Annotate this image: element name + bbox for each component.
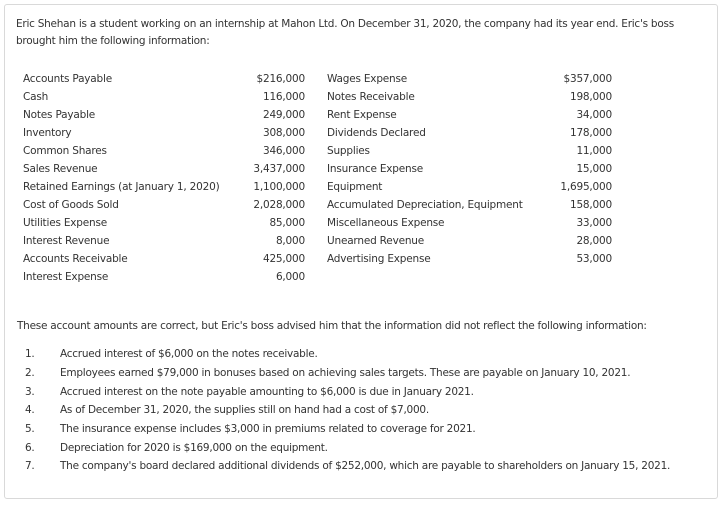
left-account-name: Common Shares xyxy=(23,145,107,157)
item-number: 1. xyxy=(25,348,35,360)
right-account-name: Notes Receivable xyxy=(327,91,415,103)
left-account-name: Utilities Expense xyxy=(23,217,108,229)
left-account-value: 3,437,000 xyxy=(253,163,305,175)
item-text: The company's board declared additional dividends of $252,000, which are payable to shareholders on January 15, 2021. xyxy=(60,460,671,472)
item-number: 7. xyxy=(25,460,35,472)
item-text: Accrued interest on the note payable amounting to $6,000 is due in January 2021. xyxy=(60,386,474,398)
left-account-value: 116,000 xyxy=(262,91,305,103)
left-account-name: Retained Earnings (at January 1, 2020) xyxy=(23,181,220,193)
left-account-value: $216,000 xyxy=(256,73,305,85)
right-account-value: 28,000 xyxy=(576,235,612,247)
right-account-value: 1,695,000 xyxy=(560,181,612,193)
right-account-value: 15,000 xyxy=(576,163,612,175)
right-account-name: Equipment xyxy=(327,181,383,193)
left-account-name: Cost of Goods Sold xyxy=(23,199,119,211)
right-account-name: Accumulated Depreciation, Equipment xyxy=(327,199,523,211)
left-account-name: Interest Revenue xyxy=(23,235,110,247)
left-account-value: 2,028,000 xyxy=(253,199,305,211)
left-account-name: Sales Revenue xyxy=(23,163,98,175)
right-account-value: 53,000 xyxy=(576,253,612,265)
adjustments-note: These account amounts are correct, but Eric's boss advised him that the information did not reflect the following information: xyxy=(17,320,647,332)
right-account-name: Miscellaneous Expense xyxy=(327,217,445,229)
left-account-name: Cash xyxy=(23,91,49,103)
item-text: As of December 31, 2020, the supplies still on hand had a cost of $7,000. xyxy=(60,404,429,416)
right-account-value: 158,000 xyxy=(569,199,612,211)
right-account-name: Supplies xyxy=(327,145,370,157)
left-account-value: 308,000 xyxy=(262,127,305,139)
item-number: 5. xyxy=(25,423,35,435)
left-account-name: Accounts Payable xyxy=(23,73,112,85)
left-account-value: 346,000 xyxy=(262,145,305,157)
item-text: Employees earned $79,000 in bonuses based on achieving sales targets. These are payable on January 10, 2021. xyxy=(60,367,631,379)
right-account-name: Rent Expense xyxy=(327,109,397,121)
right-account-name: Wages Expense xyxy=(327,73,408,85)
item-text: The insurance expense includes $3,000 in premiums related to coverage for 2021. xyxy=(60,423,476,435)
left-account-value: 1,100,000 xyxy=(253,181,305,193)
left-account-value: 6,000 xyxy=(275,271,305,283)
left-account-name: Interest Expense xyxy=(23,271,109,283)
right-account-name: Dividends Declared xyxy=(327,127,426,139)
item-number: 4. xyxy=(25,404,35,416)
item-number: 3. xyxy=(25,386,35,398)
left-account-value: 425,000 xyxy=(262,253,305,265)
right-account-value: 33,000 xyxy=(576,217,612,229)
left-account-name: Accounts Receivable xyxy=(23,253,128,265)
right-account-value: $357,000 xyxy=(563,73,612,85)
right-account-value: 34,000 xyxy=(576,109,612,121)
right-account-value: 178,000 xyxy=(569,127,612,139)
left-account-value: 85,000 xyxy=(269,217,305,229)
right-account-name: Unearned Revenue xyxy=(327,235,425,247)
left-account-name: Inventory xyxy=(23,127,72,139)
question-card xyxy=(4,4,718,499)
intro-text: Eric Shehan is a student working on an internship at Mahon Ltd. On December 31, 2020, the company had its year end. Eric's boss brought him the following information: xyxy=(16,18,674,47)
item-number: 6. xyxy=(25,442,35,454)
left-account-name: Notes Payable xyxy=(23,109,96,121)
item-number: 2. xyxy=(25,367,35,379)
item-text: Accrued interest of $6,000 on the notes receivable. xyxy=(60,348,318,360)
left-account-value: 8,000 xyxy=(275,235,305,247)
left-account-value: 249,000 xyxy=(262,109,305,121)
right-account-value: 11,000 xyxy=(576,145,612,157)
item-text: Depreciation for 2020 is $169,000 on the equipment. xyxy=(60,442,328,454)
right-account-value: 198,000 xyxy=(569,91,612,103)
right-account-name: Advertising Expense xyxy=(327,253,431,265)
right-account-name: Insurance Expense xyxy=(327,163,424,175)
